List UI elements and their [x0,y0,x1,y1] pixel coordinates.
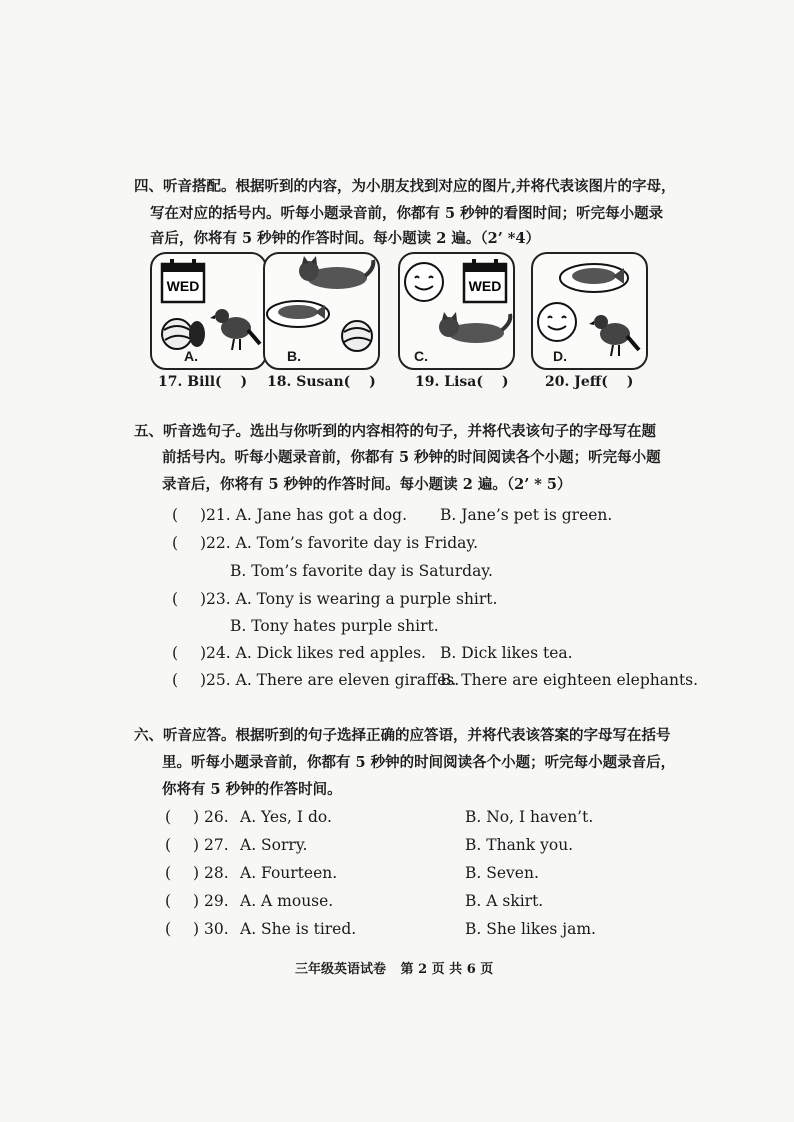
box-letter-a: A. [184,348,198,364]
section6-line3: 你将有 5 秒钟的作答时间。 [162,781,342,798]
question-30-num: ) 30. [193,920,229,938]
section5-line3: 录音后，你将有 5 秒钟的作答时间。每小题读 2 遍。（2’ * 5） [162,476,572,493]
answer-paren-22[interactable]: ( [172,534,179,552]
answer-paren-24[interactable]: ( [172,644,179,662]
box-letter-c: C. [414,348,428,364]
caption-17: 17. Bill( ) [158,374,248,390]
question-25-a: )25. A. There are eleven giraffes. [200,671,460,689]
question-25-b: B. There are eighteen elephants. [440,671,699,689]
answer-paren-28[interactable]: ( [165,864,172,882]
question-28-num: ) 28. [193,864,229,882]
calendar-text-c: WED [468,278,502,294]
section4-line2: 写在对应的括号内。听每小题录音前，你都有 5 秒钟的看图时间；听完每小题录 [150,205,664,222]
question-22-b: B. Tom’s favorite day is Saturday. [230,562,493,580]
box-letter-d: D. [553,348,567,364]
smiley-icon-d [535,300,579,344]
bird-icon [210,300,262,352]
cat-icon [295,256,377,292]
question-30-b: B. She likes jam. [465,920,596,938]
question-21-b: B. Jane’s pet is green. [440,506,613,524]
ball-icon-b [339,318,375,354]
question-30-a: A. She is tired. [240,920,357,938]
bird-icon-d [589,306,641,358]
cat-icon-c [436,312,514,346]
answer-paren-27[interactable]: ( [165,836,172,854]
calendar-text: WED [166,278,200,294]
caption-19: 19. Lisa( ) [415,374,509,390]
fish-plate-icon-d [557,256,631,296]
question-28-a: A. Fourteen. [240,864,338,882]
question-24-a: )24. A. Dick likes red apples. [200,644,426,662]
picture-box-d [531,252,648,370]
caption-18: 18. Susan( ) [267,374,376,390]
answer-paren-25[interactable]: ( [172,671,179,689]
question-27-a: A. Sorry. [240,836,308,854]
fish-plate-icon [265,294,331,330]
caption-20: 20. Jeff( ) [545,374,634,390]
answer-paren-30[interactable]: ( [165,920,172,938]
section6-title: 六、听音应答。根据听到的句子选择正确的应答语，并将代表该答案的字母写在括号 [134,727,671,744]
answer-paren-26[interactable]: ( [165,808,172,826]
question-26-b: B. No, I haven’t. [465,808,594,826]
calendar-icon [160,258,206,304]
section5-line2: 前括号内。听每小题录音前，你都有 5 秒钟的时间阅读各个小题；听完每小题 [162,449,661,466]
question-29-num: ) 29. [193,892,229,910]
question-28-b: B. Seven. [465,864,539,882]
footer-subject: 三年级英语试卷 [295,962,387,977]
question-21-a: )21. A. Jane has got a dog. [200,506,407,524]
section6-line2: 里。听每小题录音前，你都有 5 秒钟的时间阅读各个小题；听完每小题录音后， [162,754,676,771]
section4-title: 四、听音搭配。根据听到的内容，为小朋友找到对应的图片,并将代表该图片的字母， [134,178,676,195]
question-27-num: ) 27. [193,836,229,854]
smiley-icon [402,260,446,304]
answer-paren-29[interactable]: ( [165,892,172,910]
question-23-a: )23. A. Tony is wearing a purple shirt. [200,590,498,608]
question-27-b: B. Thank you. [465,836,574,854]
section5-title: 五、听音选句子。选出与你听到的内容相符的句子，并将代表该句子的字母写在题 [134,423,656,440]
box-letter-b: B. [287,348,301,364]
section4-line3: 音后，你将有 5 秒钟的作答时间。每小题读 2 遍。（2’ *4） [150,230,540,247]
question-26-num: ) 26. [193,808,229,826]
question-29-a: A. A mouse. [240,892,334,910]
ball-icon [160,312,206,354]
calendar-icon-c [462,258,508,304]
question-23-b: B. Tony hates purple shirt. [230,617,439,635]
question-26-a: A. Yes, I do. [240,808,332,826]
question-24-b: B. Dick likes tea. [440,644,573,662]
answer-paren-23[interactable]: ( [172,590,179,608]
picture-box-a [150,252,267,370]
picture-box-c [398,252,515,370]
answer-paren-21[interactable]: ( [172,506,179,524]
question-29-b: B. A skirt. [465,892,544,910]
page-footer [295,958,503,977]
footer-page-number: 第 2 页 共 6 页 [400,962,494,977]
picture-box-b [263,252,380,370]
question-22-a: )22. A. Tom’s favorite day is Friday. [200,534,479,552]
